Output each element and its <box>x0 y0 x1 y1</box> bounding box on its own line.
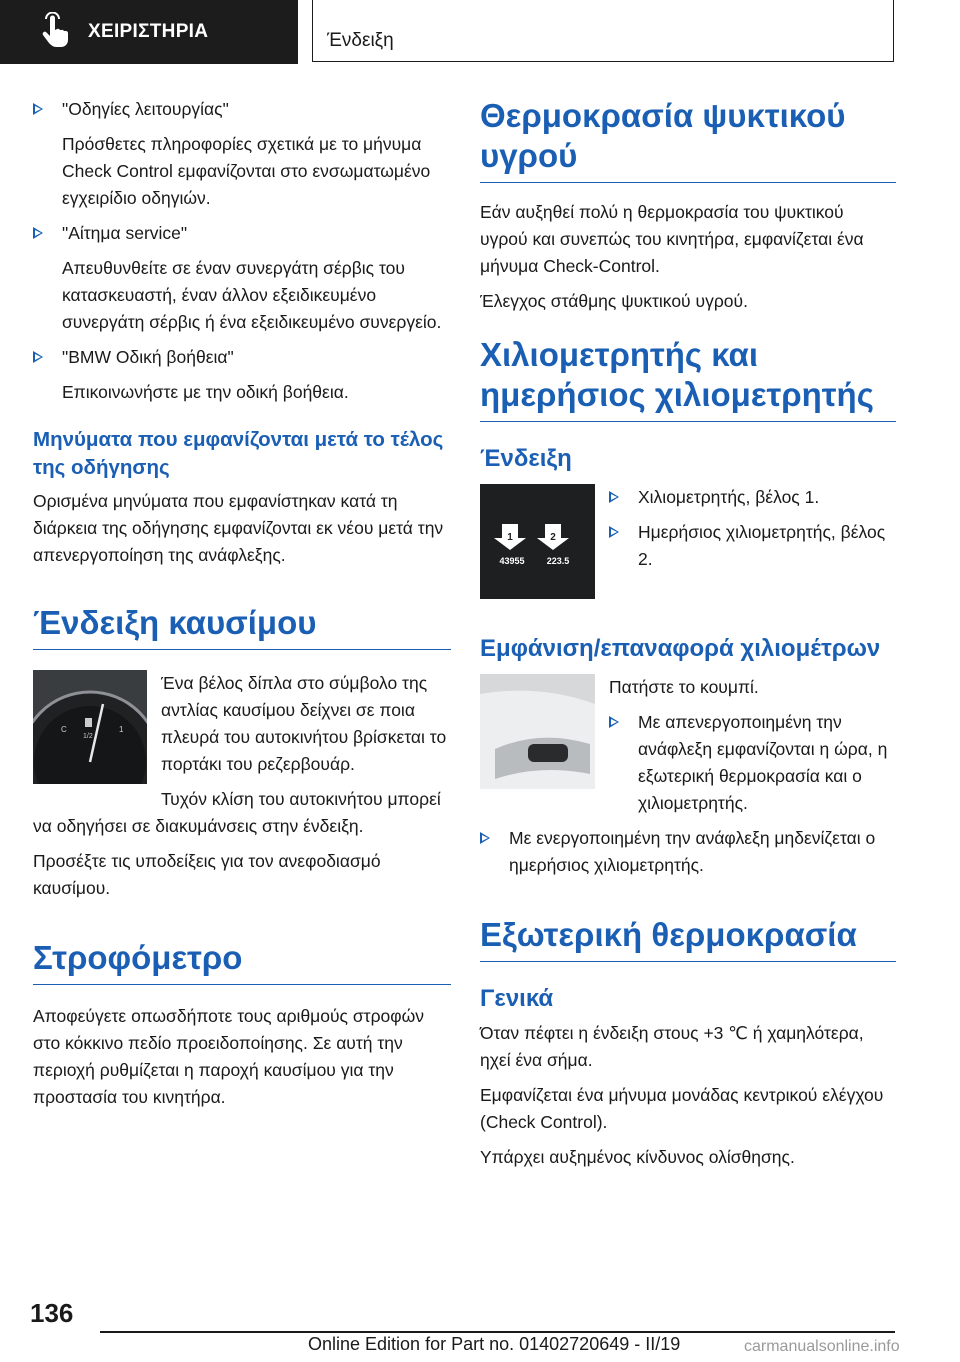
triangle-bullet-icon <box>609 716 619 728</box>
triangle-bullet-icon <box>33 351 43 363</box>
subheading-general: Γενικά <box>480 985 554 1012</box>
paragraph: Υπάρχει αυξημένος κίνδυνος ολίσθησης. <box>480 1147 795 1167</box>
paragraph: Εάν αυξηθεί πολύ η θερμοκρασία του ψυκτικού υγρού και συνεπώς του κινητήρα, εμφανίζεται ένα μήνυμα Check-Control. <box>480 202 864 276</box>
odo-arrow-1: 1 <box>507 532 513 543</box>
subheading-display: Ένδειξη <box>480 445 572 472</box>
heading-fuel: Ένδειξη καυσίμου <box>33 603 451 650</box>
gauge-label-c: C <box>61 725 67 734</box>
list-item-desc: Επικοινωνήστε με την οδική βοήθεια. <box>62 382 349 402</box>
heading-odometer: Χιλιομετρητής και ημερήσιος χιλιομετρητής <box>480 335 896 422</box>
page-number: 136 <box>30 1298 74 1328</box>
triangle-bullet-icon <box>33 103 43 115</box>
list-item <box>609 484 896 511</box>
list-item-text: Με ενεργοποιημένη την ανάφλεξη μηδενίζεται ο ημερήσιος χιλιομετρητής. <box>509 828 876 875</box>
list-item-title: "Αίτημα service" <box>62 223 188 243</box>
page-header <box>0 0 960 64</box>
paragraph: Τυχόν κλίση του αυτοκινήτου μπορεί να οδηγήσει σε διακυμάνσεις στην ένδειξη. <box>33 789 441 836</box>
paragraph: Εμφανίζεται ένα μήνυμα μονάδας κεντρικού ελέγχου (Check Control). <box>480 1085 884 1132</box>
subheading-reset: Εμφάνιση/επαναφορά χιλιομέτρων <box>480 635 881 662</box>
heading-coolant: Θερμοκρασία ψυκτικού υγρού <box>480 96 896 183</box>
odo-trip: 223.5 <box>546 556 570 566</box>
paragraph: Ένα βέλος δίπλα στο σύμβολο της αντλίας καυσίμου δείχνει σε ποια πλευρά του αυτοκινήτου βρίσκεται το πορτάκι του ρεζερβουάρ. <box>161 673 447 774</box>
odo-total: 43955 <box>499 556 525 566</box>
gauge-label-one: 1 <box>119 725 124 734</box>
odometer-section <box>480 484 896 602</box>
triangle-bullet-icon <box>609 526 619 538</box>
list-item-title: "Οδηγίες λειτουργίας" <box>62 99 229 119</box>
heading-tachometer: Στροφόμετρο <box>33 938 451 985</box>
footer-edition: Online Edition for Part no. 01402720649 - II/19 <box>308 1334 681 1354</box>
list-item-desc: Πρόσθετες πληροφορίες σχετικά με το μήνυμα Check Control εμφανίζονται στο ενσωματωμένο εγχειρίδιο οδηγιών. <box>62 134 431 208</box>
fuel-section <box>33 670 451 902</box>
paragraph: Έλεγχος στάθμης ψυκτικού υγρού. <box>480 291 748 311</box>
paragraph: Όταν πέφτει η ένδειξη στους +3 ℃ ή χαμηλότερα, ηχεί ένα σήμα. <box>480 1023 864 1070</box>
right-column <box>480 96 896 1179</box>
left-column <box>33 96 451 1119</box>
footer-watermark: carmanualsonline.info <box>744 1338 900 1355</box>
gauge-label-half: 1/2 <box>83 733 93 740</box>
footer-divider <box>100 1331 895 1333</box>
pointing-hand-icon <box>34 12 74 52</box>
heading-outside-temp: Εξωτερική θερμοκρασία <box>480 915 896 962</box>
list-item-text: Με απενεργοποιημένη την ανάφλεξη εμφανίζονται η ώρα, η εξωτερική θερμοκρασία και ο χιλιομετρητής. <box>638 712 888 813</box>
list-item-text: Χιλιομετρητής, βέλος 1. <box>638 487 820 507</box>
paragraph: Πατήστε το κουμπί. <box>609 677 759 697</box>
list-item-text: Ημερήσιος χιλιομετρητής, βέλος 2. <box>638 522 886 569</box>
section-title: ΧΕΙΡΙΣΤΗΡΙΑ <box>88 21 209 42</box>
triangle-bullet-icon <box>480 832 490 844</box>
paragraph: Προσέξτε τις υποδείξεις για τον ανεφοδιασμό καυσίμου. <box>33 851 381 898</box>
breadcrumb <box>312 0 894 62</box>
list-item-title: "BMW Οδική βοήθεια" <box>62 347 234 367</box>
triangle-bullet-icon <box>33 227 43 239</box>
reset-section <box>480 674 896 879</box>
paragraph: Ορισμένα μηνύματα που εμφανίστηκαν κατά τη διάρκεια της οδήγησης εμφανίζονται εκ νέου μετά την απενεργοποίηση της ανάφλεξης. <box>33 491 444 565</box>
breadcrumb-label: Ένδειξη <box>327 30 394 51</box>
odometer-image <box>480 484 595 599</box>
odo-arrow-2: 2 <box>550 532 556 543</box>
fuel-gauge-image <box>33 670 147 784</box>
list-item <box>609 519 896 573</box>
triangle-bullet-icon <box>609 491 619 503</box>
list-item <box>33 344 451 371</box>
section-tab[interactable] <box>0 0 298 64</box>
list-item-desc: Απευθυνθείτε σε έναν συνεργάτη σέρβις του κατασκευαστή, έναν άλλον εξειδικευμένο συνεργάτη σέρβις ή ένα εξειδικευμένο συνεργείο. <box>62 258 442 332</box>
reset-button-image <box>480 674 595 789</box>
list-item <box>33 96 451 123</box>
paragraph: Αποφεύγετε οπωσδήποτε τους αριθμούς στροφών στο κόκκινο πεδίο προειδοποίησης. Σε αυτή την περιοχή ρυθμίζεται η παροχή καυσίμου για την προστασία του κινητήρα. <box>33 1006 425 1107</box>
list-item <box>480 825 896 879</box>
list-item <box>33 220 451 247</box>
subheading-after-drive: Μηνύματα που εμφανίζονται μετά το τέλος της οδήγησης <box>33 428 444 479</box>
list-item <box>609 709 896 817</box>
